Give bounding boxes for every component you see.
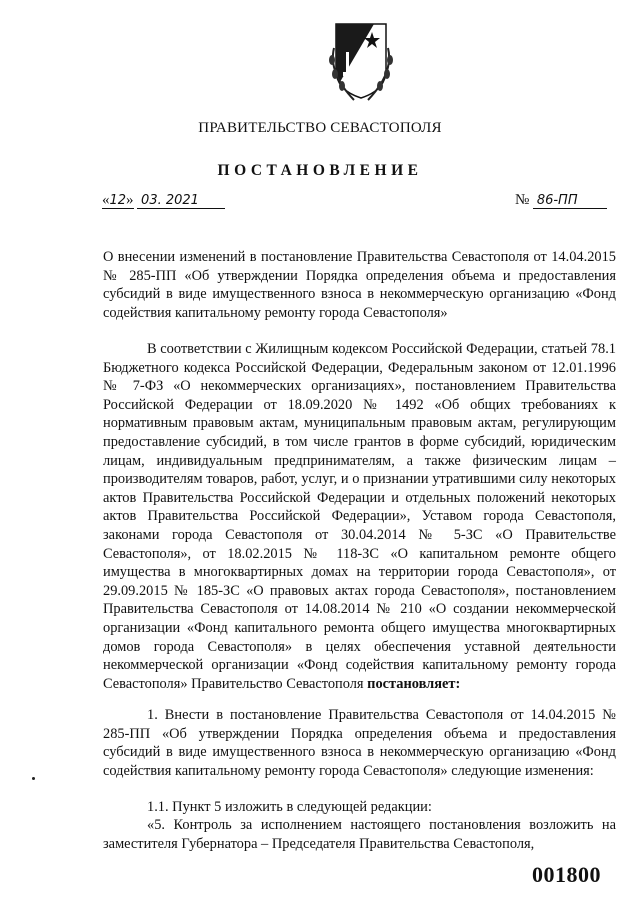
item-1-1-paragraph: 1.1. Пункт 5 изложить в следующей редакции: [147, 799, 432, 815]
scan-speck [32, 777, 35, 780]
item-1-1-quoted-text: «5. Контроль за исполнением настоящего постановления возложить на заместителя Губернатора – Председателя Правительства Севастополя, [103, 817, 616, 852]
stamp-number: 001800 [532, 862, 601, 887]
date-open-quote: « [102, 192, 110, 208]
preamble-paragraph [103, 340, 616, 693]
sevastopol-coat-of-arms-icon [326, 18, 396, 103]
date-day: 12 [109, 193, 127, 208]
preamble-text: В соответствии с Жилищным кодексом Российской Федерации, статьей 78.1 Бюджетного кодекса Российской Федерации, Федеральным законом от 12.01.1996 № 7-ФЗ «О некоммерческих организациях», постановлением Правительства Российской Федерации от 18.09.2020 № 1492 «Об общих требованиях к нормативным правовым актам, муниципальным правовым актам, регулирующим предоставление субсидий, в том числе грантов в форме субсидий, юридическим лицам, индивидуальным предпринимателям, а также физическим лицам – производителям товаров, работ, услуг, и о признании утратившими силу некоторых актов Правительства Российской Федерации и отдельных положений некоторых актов Правительства Российской Федерации», Уставом города Севастополя, законами города Севастополя от 30.04.2014 № 5-ЗС «О Правительстве Севастополя», от 18.02.2015 № 118-ЗС «О капитальном ремонте общего имущества в многоквартирных домах на территории города Севастополя», от 29.09.2015 № 185-ЗС «О правовых актах города Севастополя», постановлением Правительства Севастополя от 14.08.2014 № 210 «О создании некоммерческой организации «Фонд капитального ремонта общего имущества многоквартирных домов города Севастополя» в целях обеспечения уставной деятельности некоммерческой организации «Фонд содействия капитальному ремонту города Севастополя» Правительство Севастополя [103, 341, 616, 692]
document-number [515, 192, 620, 209]
number-prefix: № [515, 192, 530, 208]
date-month-year: 03. 2021 [141, 193, 199, 208]
resolves-word: постановляет: [367, 675, 461, 692]
document-subject: О внесении изменений в постановление Правительства Севастополя от 14.04.2015 № 285-ПП «Об утверждении Порядка определения объема и предоставления субсидий в виде имущественного взноса в некоммерческую организацию «Фонд содействия капитальному ремонту города Севастополя» [103, 249, 616, 321]
document-date [102, 192, 242, 209]
document-type-heading: ПОСТАНОВЛЕНИЕ [217, 162, 423, 179]
number-value: 86-ПП [536, 193, 578, 208]
date-close-quote: » [126, 192, 134, 208]
item-1-paragraph: 1. Внести в постановление Правительства Севастополя от 14.04.2015 № 285-ПП «Об утверждении Порядка определения объема и предоставления субсидий в виде имущественного взноса в некоммерческую организацию «Фонд содействия капитальному ремонту города Севастополя» следующие изменения: [103, 707, 616, 779]
government-title: ПРАВИТЕЛЬСТВО СЕВАСТОПОЛЯ [198, 120, 442, 136]
